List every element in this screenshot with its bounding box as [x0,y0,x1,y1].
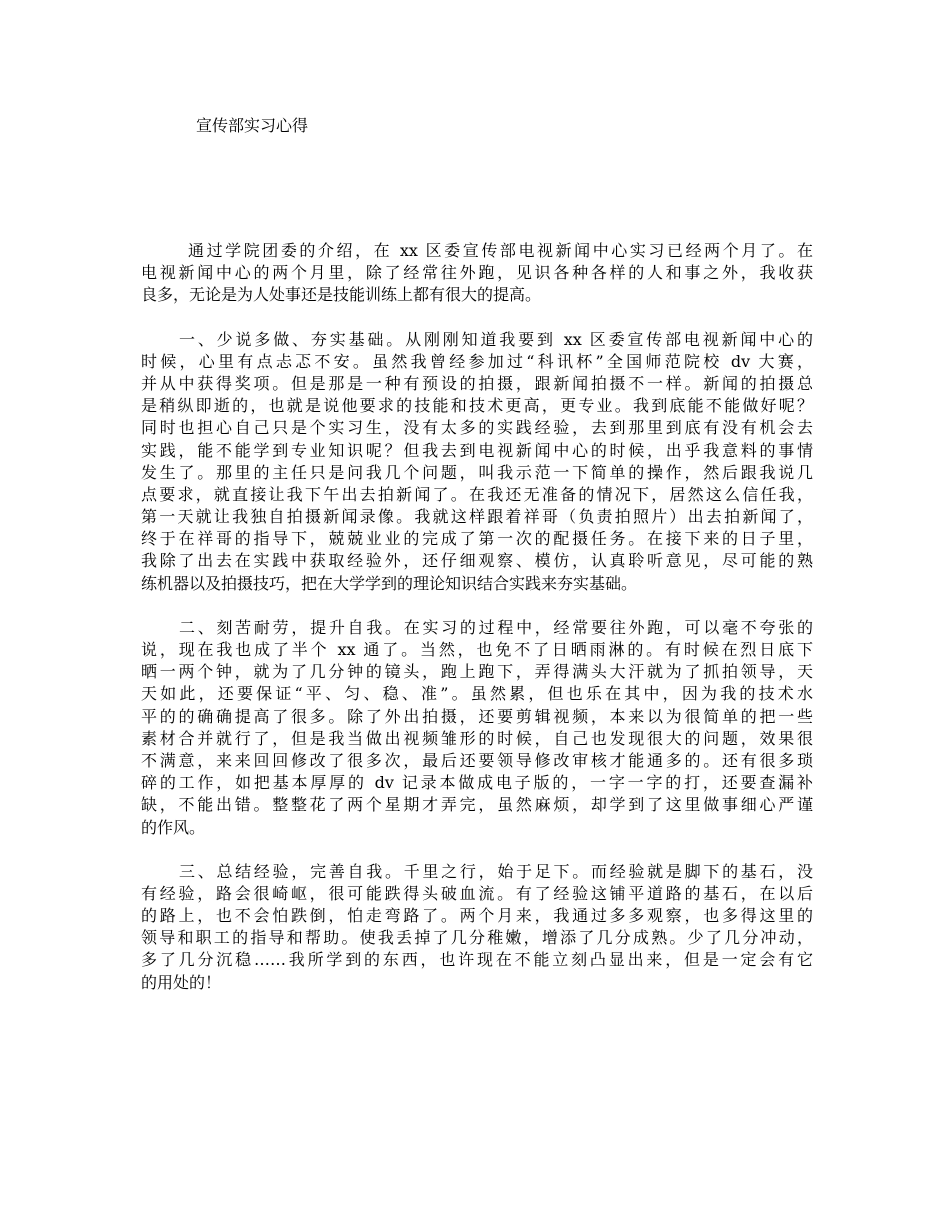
document-body [141,240,813,1016]
text-line: 第一天就让我独自拍摄新闻录像。我就这样跟着祥哥（负责拍照片）出去拍新闻了， [141,507,813,527]
text-line: 的路上，也不会怕跌倒，怕走弯路了。两个月来，我通过多多观察，也多得这里的 [141,906,813,926]
text-line: 通过学院团委的介绍，在 xx 区委宣传部电视新闻中心实习已经两个月了。在 [188,241,813,260]
text-line: 有经验，路会很崎岖，很可能跌得头破血流。有了经验这铺平道路的基石，在以后 [141,883,813,903]
text-line: 的用处的！ [141,972,222,992]
text-line: 实践，能不能学到专业知识呢？但我去到电视新闻中心的时候，出乎我意料的事情 [141,440,813,460]
text-line: 缺，不能出错。整整花了两个星期才弄完，虽然麻烦，却学到了这里做事细心严谨 [141,795,813,815]
text-line: 碎的工作，如把基本厚厚的 dv 记录本做成电子版的，一字一字的打，还要查漏补 [141,773,813,793]
text-line: 领导和职工的指导和帮助。使我丢掉了几分稚嫩，增添了几分成熟。少了几分冲动， [141,928,813,948]
paragraph-section-3 [141,861,813,994]
text-line: 电视新闻中心的两个月里，除了经常往外跑，见识各种各样的人和事之外，我收获 [141,263,813,283]
text-line: 不满意，来来回回修改了很多次，最后还要领导修改审核才能通多的。还有很多琐 [141,750,813,770]
text-line: 天如此，还要保证“平、匀、稳、准”。虽然累，但也乐在其中，因为我的技术水 [141,684,813,704]
paragraph-section-2 [141,617,813,839]
text-line: 练机器以及拍摄技巧，把在大学学到的理论知识结合实践来夯实基础。 [141,573,638,593]
text-line: 素材合并就行了，但是我当做出视频雏形的时候，自己也发现很大的问题，效果很 [141,728,813,748]
paragraph-intro [141,240,813,307]
text-line: 同时也担心自己只是个实习生，没有太多的实践经验，去到那里到底有没有机会去 [141,418,813,438]
text-line: 时候，心里有点忐忑不安。虽然我曾经参加过“科讯杯”全国师范院校 dv 大赛， [141,351,813,371]
text-line: 说，现在我也成了半个 xx 通了。当然，也免不了日晒雨淋的。有时候在烈日底下 [141,640,813,659]
text-line: 并从中获得奖项。但是那是一种有预设的拍摄，跟新闻拍摄不一样。新闻的拍摄总 [141,373,813,393]
document-title: 宣传部实习心得 [196,116,309,135]
paragraph-section-1 [141,329,813,595]
text-line: 平的的确确提高了很多。除了外出拍摄，还要剪辑视频，本来以为很简单的把一些 [141,706,813,726]
text-line: 晒一两个钟，就为了几分钟的镜头，跑上跑下，弄得满头大汗就为了抓拍领导，天 [141,662,813,682]
text-line: 发生了。那里的主任只是问我几个问题，叫我示范一下简单的操作，然后跟我说几 [141,462,813,482]
text-line: 三、总结经验，完善自我。千里之行，始于足下。而经验就是脚下的基石，没 [179,861,813,881]
text-line: 我除了出去在实践中获取经验外，还仔细观察、模仿，认真聆听意见，尽可能的熟 [141,551,813,571]
text-line: 是稍纵即逝的，也就是说他要求的技能和技术更高，更专业。我到底能不能做好呢？ [141,396,813,416]
text-line: 二、刻苦耐劳，提升自我。在实习的过程中，经常要往外跑，可以毫不夸张的 [179,617,813,637]
text-line: 良多，无论是为人处事还是技能训练上都有很大的提高。 [141,285,542,305]
text-line: 一、少说多做、夯实基础。从刚刚知道我要到 xx 区委宣传部电视新闻中心的 [179,329,813,349]
text-line: 的作风。 [141,817,206,837]
text-line: 终于在祥哥的指导下，兢兢业业的完成了第一次的配摄任务。在接下来的日子里， [141,529,813,549]
text-line: 点要求，就直接让我下午出去拍新闻了。在我还无准备的情况下，居然这么信任我， [141,484,813,504]
text-line: 多了几分沉稳……我所学到的东西，也许现在不能立刻凸显出来，但是一定会有它 [141,950,813,970]
